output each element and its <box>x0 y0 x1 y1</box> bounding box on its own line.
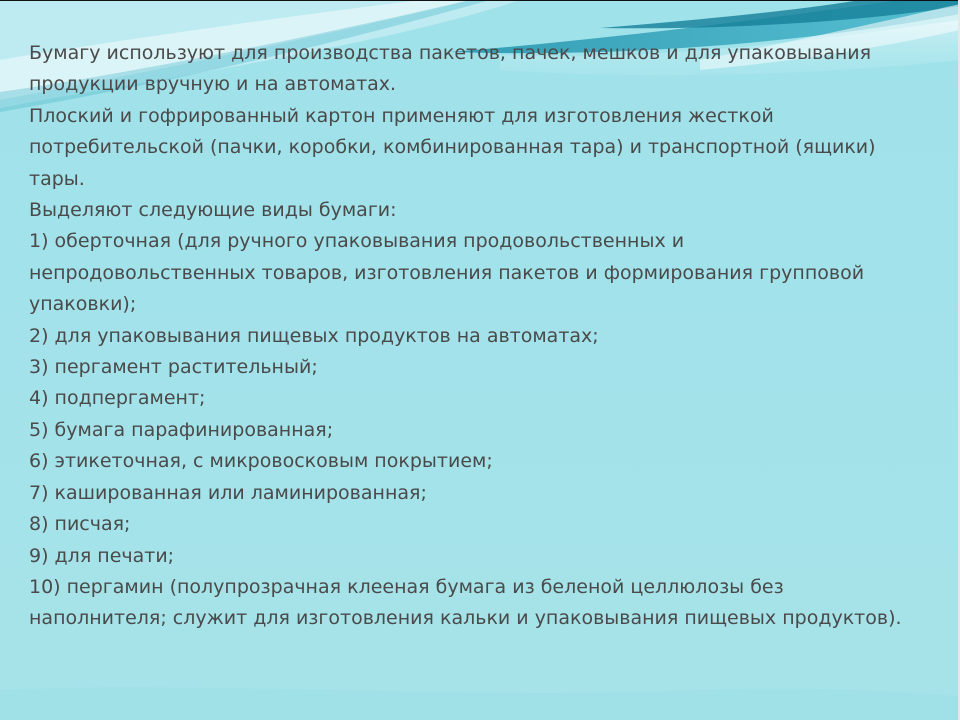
list-item: 8) писчая; <box>29 513 131 536</box>
list-item: 3) пергамент растительный; <box>29 356 318 379</box>
list-item: 5) бумага парафинированная; <box>29 418 334 441</box>
list-item: 2) для упаковывания пищевых продуктов на автоматах; <box>29 324 599 347</box>
paragraph-paper-usage: Бумагу используют для производства пакетов, пачек, мешков и для упаковывания продукции вручную и на автоматах. <box>29 42 872 96</box>
list-item: 1) оберточная (для ручного упаковывания продовольственных и непродовольственных товаров, изготовления пакетов и формирования групповой упаковки); <box>29 230 865 316</box>
list-item: 6) этикеточная, с микровосковым покрытием; <box>29 450 493 473</box>
paragraph-cardboard-usage: Плоский и гофрированный картон применяют для изготовления жесткой потребительской (пачки, коробки, комбинированная тара) и транспортной (ящики) тары. <box>29 104 876 190</box>
slide-body-text <box>29 38 909 635</box>
list-item: 10) пергамин (полупрозрачная клееная бумага из беленой целлюлозы без наполнителя; служит для изготовления кальки и упаковывания пищевых продуктов). <box>29 575 902 630</box>
list-item: 9) для печати; <box>29 544 175 567</box>
paragraph-paper-types-intro: Выделяют следующие виды бумаги: <box>29 199 397 222</box>
list-item: 4) подпергамент; <box>29 387 206 410</box>
slide-border-top <box>0 0 960 1</box>
list-item: 7) кашированная или ламинированная; <box>29 481 427 504</box>
